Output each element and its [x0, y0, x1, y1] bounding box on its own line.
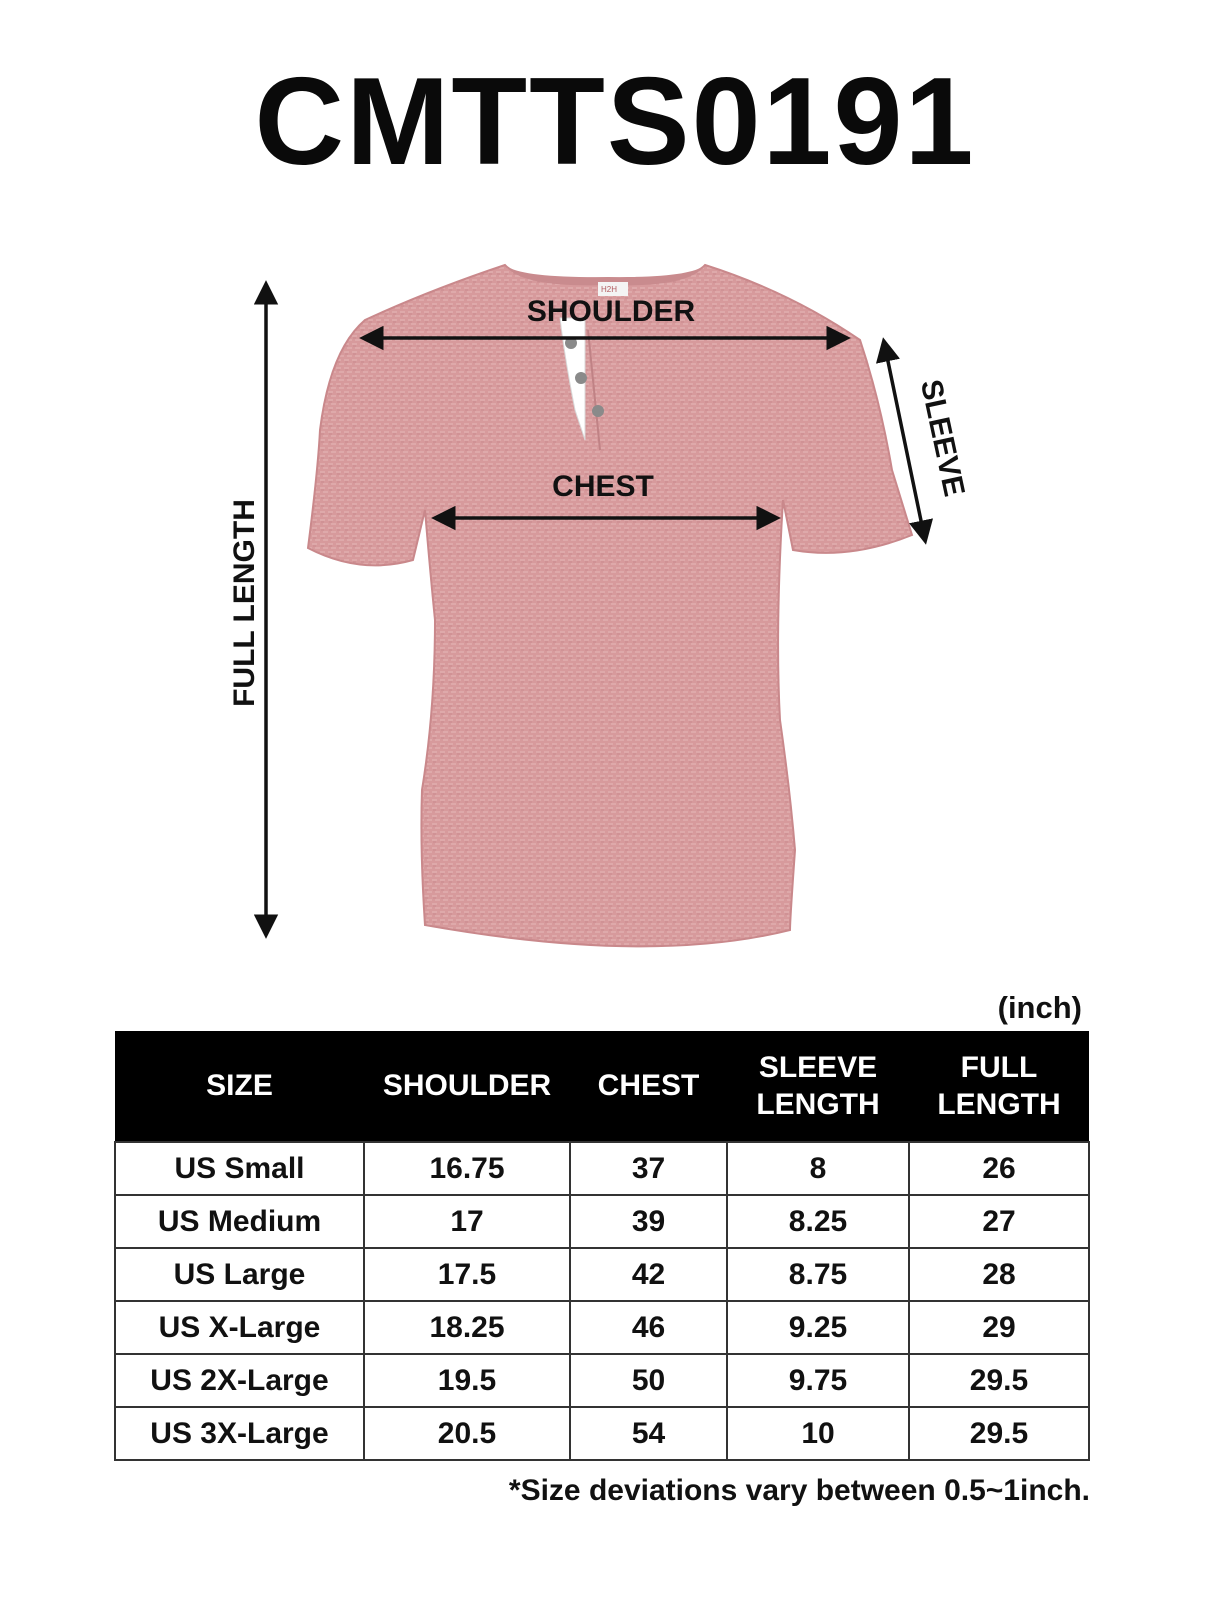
table-cell: 16.75 [364, 1142, 570, 1195]
table-cell: 39 [570, 1195, 727, 1248]
size-deviation-note: *Size deviations vary between 0.5~1inch. [508, 1474, 1090, 1507]
table-cell: 10 [727, 1407, 909, 1460]
table-cell: 9.75 [727, 1354, 909, 1407]
table-cell: 27 [909, 1195, 1089, 1248]
table-row [115, 1248, 1089, 1301]
table-cell: 29.5 [909, 1354, 1089, 1407]
header-shoulder: SHOULDER [364, 1031, 570, 1142]
button-icon [592, 405, 604, 417]
table-cell: US Small [115, 1142, 364, 1195]
table-row [115, 1354, 1089, 1407]
table-cell: US Medium [115, 1195, 364, 1248]
table-cell: 26 [909, 1142, 1089, 1195]
table-cell: 54 [570, 1407, 727, 1460]
table-row [115, 1301, 1089, 1354]
shoulder-label: SHOULDER [526, 295, 696, 328]
unit-label: (inch) [997, 990, 1082, 1025]
header-chest: CHEST [570, 1031, 727, 1142]
table-cell: 18.25 [364, 1301, 570, 1354]
table-cell: 8.25 [727, 1195, 909, 1248]
table-cell: 29 [909, 1301, 1089, 1354]
table-cell: US X-Large [115, 1301, 364, 1354]
table-row [115, 1142, 1089, 1195]
table-cell: US 2X-Large [115, 1354, 364, 1407]
size-chart-table [114, 1031, 1090, 1461]
header-size: SIZE [115, 1031, 364, 1142]
button-icon [575, 372, 587, 384]
header-sleeve-length: SLEEVE LENGTH [727, 1031, 909, 1142]
table-cell: 37 [570, 1142, 727, 1195]
table-cell: 50 [570, 1354, 727, 1407]
table-cell: 8.75 [727, 1248, 909, 1301]
table-cell: 17.5 [364, 1248, 570, 1301]
tshirt-measurement-diagram [0, 230, 1230, 970]
table-cell: US Large [115, 1248, 364, 1301]
table-row [115, 1195, 1089, 1248]
table-cell: US 3X-Large [115, 1407, 364, 1460]
table-header-row [115, 1031, 1089, 1142]
neck-label-text: H2H [601, 285, 618, 294]
table-row [115, 1407, 1089, 1460]
full-length-label: FULL LENGTH [228, 499, 261, 707]
table-cell: 42 [570, 1248, 727, 1301]
product-code-title: CMTTS0191 [254, 53, 976, 191]
table-cell: 28 [909, 1248, 1089, 1301]
table-cell: 17 [364, 1195, 570, 1248]
sleeve-label: SLEEVE [913, 376, 971, 500]
tshirt-shape [308, 265, 912, 946]
table-cell: 8 [727, 1142, 909, 1195]
table-cell: 20.5 [364, 1407, 570, 1460]
header-full-length: FULL LENGTH [909, 1031, 1089, 1142]
table-cell: 9.25 [727, 1301, 909, 1354]
table-cell: 29.5 [909, 1407, 1089, 1460]
chest-label: CHEST [552, 470, 654, 503]
table-cell: 46 [570, 1301, 727, 1354]
table-cell: 19.5 [364, 1354, 570, 1407]
